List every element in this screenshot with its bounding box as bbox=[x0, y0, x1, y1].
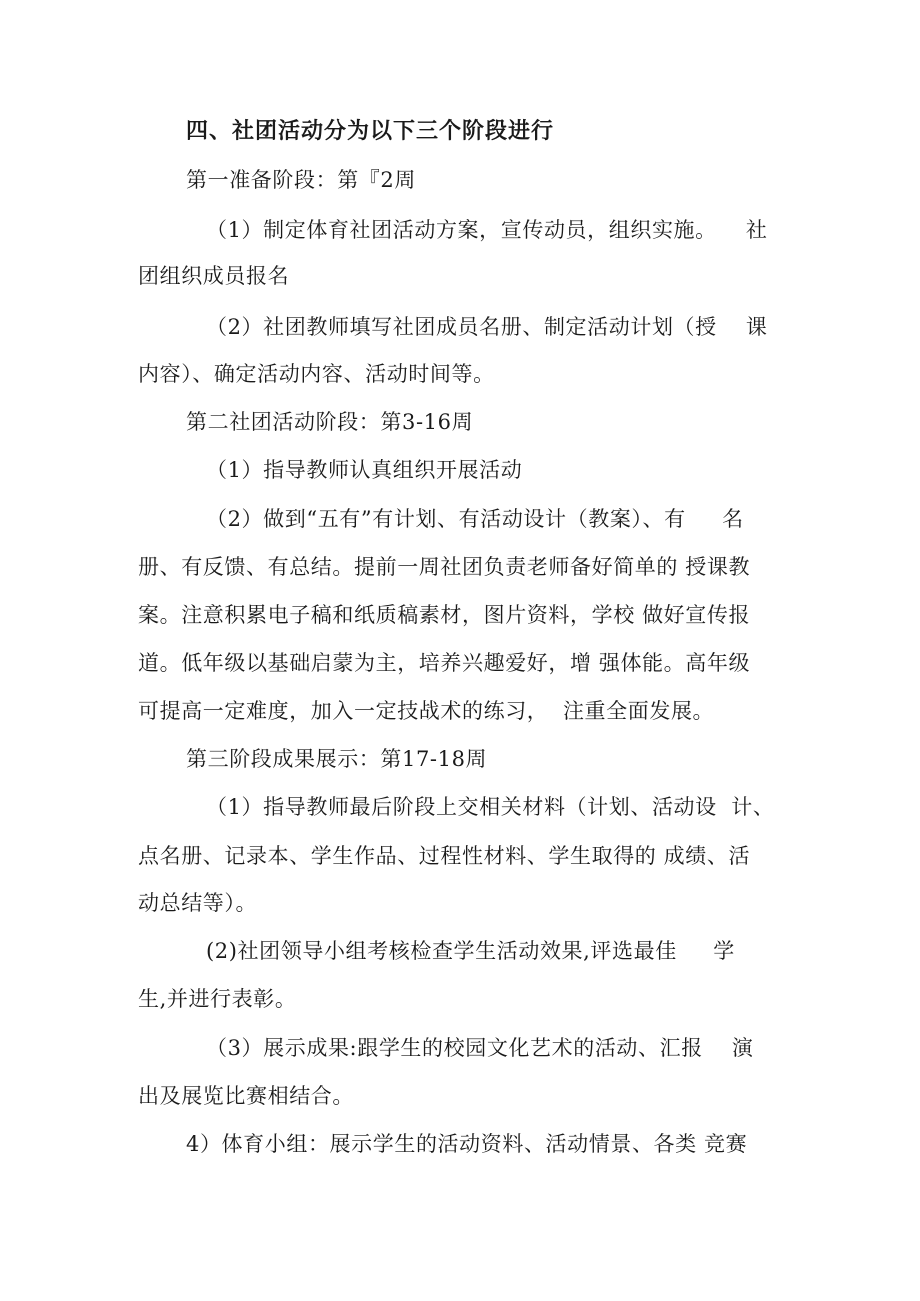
stage2-item1-line1: （1）指导教师认真组织开展活动 bbox=[206, 458, 523, 482]
stage3-item4-line1: 4）体育小组：展示学生的活动资料、活动情景、各类 竞赛 bbox=[186, 1132, 748, 1156]
stage3-item3-line1: （3）展示成果:跟学生的校园文化艺术的活动、汇报 演 bbox=[206, 1036, 754, 1060]
stage2-item2-line5: 可提高一定难度，加入一定技战术的练习， 注重全面发展。 bbox=[138, 699, 715, 723]
stage3-item1-line3: 动总结等）。 bbox=[138, 891, 258, 915]
stage3-item1-line1: （1）指导教师最后阶段上交相关材料（计划、活动设 计、 bbox=[206, 795, 775, 819]
stage2-item2-line2: 册、有反馈、有总结。提前一周社团负责老师备好简单的 授课教 bbox=[138, 555, 751, 579]
stage3-item2-line2: 生,并进行表彰。 bbox=[138, 987, 297, 1011]
stage1-item1-line2: 团组织成员报名 bbox=[138, 264, 290, 288]
stage3-title: 第三阶段成果展示：第17-18周 bbox=[186, 747, 488, 771]
stage2-item2-line1: （2）做到“五有”有计划、有活动设计（教案）、有 名 bbox=[206, 507, 744, 531]
stage3-item1-line2: 点名册、记录本、学生作品、过程性材料、学生取得的 成绩、活 bbox=[138, 844, 751, 868]
stage1-item1-line1: （1）制定体育社团活动方案，宣传动员，组织实施。 社 bbox=[206, 218, 768, 242]
stage1-title: 第一准备阶段：第『2周 bbox=[186, 168, 416, 192]
stage1-item2-line2: 内容）、确定活动内容、活动时间等。 bbox=[138, 362, 495, 386]
stage3-item2-line1: (2)社团领导小组考核检查学生活动效果,评选最佳 学 bbox=[206, 939, 735, 963]
section-heading: 四、社团活动分为以下三个阶段进行 bbox=[186, 119, 555, 144]
stage3-item3-line2: 出及展览比赛相结合。 bbox=[138, 1084, 354, 1108]
stage2-title: 第二社团活动阶段：第3-16周 bbox=[186, 410, 474, 434]
stage2-item2-line3: 案。注意积累电子稿和纸质稿素材，图片资料，学校 做好宣传报 bbox=[138, 603, 751, 627]
stage1-item2-line1: （2）社团教师填写社团成员名册、制定活动计划（授 课 bbox=[206, 315, 768, 339]
stage2-item2-line4: 道。低年级以基础启蒙为主，培养兴趣爱好，增 强体能。高年级 bbox=[138, 651, 751, 675]
